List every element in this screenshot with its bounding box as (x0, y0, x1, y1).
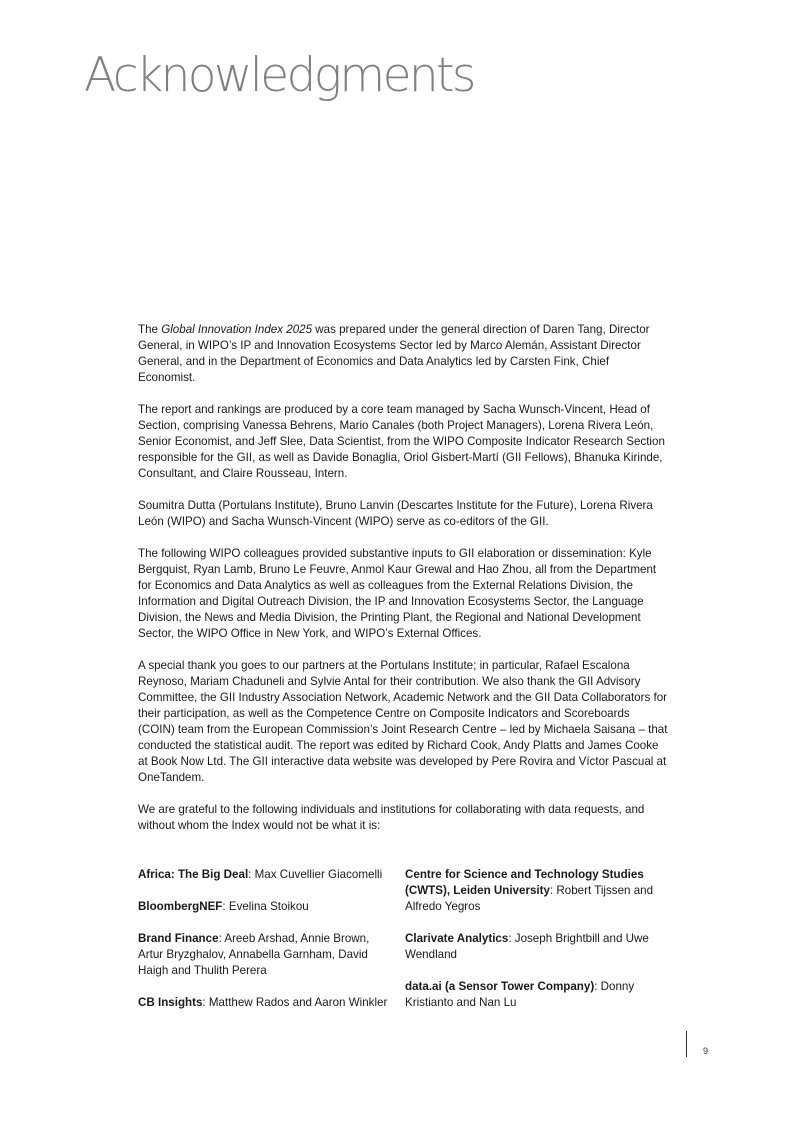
page-title: Acknowledgments (84, 48, 474, 103)
paragraph-co-editors: Soumitra Dutta (Portulans Institute), Bruno Lanvin (Descartes Institute for the Future), Lorena Rivera León (WIPO) and Sacha Wunsch-Vincent (WIPO) serve as co-editors of the GII. (138, 499, 653, 528)
body-text (138, 322, 668, 850)
collaborator-entry (405, 867, 667, 915)
collaborator-names: : Joseph Brightbill and Uwe Wendland (405, 932, 649, 961)
collaborator-names: : Matthew Rados and Aaron Winkler (202, 996, 388, 1009)
collaborator-entry (138, 867, 388, 883)
collaborator-org: data.ai (a Sensor Tower Company) (405, 980, 595, 993)
page-number: 9 (703, 1046, 709, 1056)
collaborator-org: Africa: The Big Deal (138, 868, 249, 881)
paragraph-core-team: The report and rankings are produced by a core team managed by Sacha Wunsch-Vincent, Head of Section, comprising Vanessa Behrens, Mario Canales (both Project Managers), Lorena Rivera León, Senior Economist, and Jeff Slee, Data Scientist, from the WIPO Composite Indicator Research Section responsible for the GII, as well as Davide Bonaglia, Oriol Gisbert-Martí (GII Fellows), Bhanuka Kirinde, Consultant, and Claire Rousseau, Intern. (138, 403, 665, 480)
report-title: Global Innovation Index 2025 (161, 323, 313, 336)
collaborators-left-column (138, 867, 388, 1027)
collaborator-org: Brand Finance (138, 932, 219, 945)
collaborator-names: : Donny Kristianto and Nan Lu (405, 980, 635, 1009)
collaborator-entry (138, 899, 388, 915)
collaborator-entry (138, 995, 388, 1011)
collaborator-entry (405, 931, 667, 963)
paragraph-intro: The Global Innovation Index 2025 was prepared under the general direction of Daren Tang, Director General, in WIPO’s IP and Innovation Ecosystems Sector led by Marco Alemán, Assistant Director General, and in the Department of Economics and Data Analytics led by Carsten Fink, Chief Economist. (138, 323, 650, 384)
collaborator-org: Clarivate Analytics (405, 932, 509, 945)
paragraph-partners: A special thank you goes to our partners at the Portulans Institute; in particular, Rafael Escalona Reynoso, Mariam Chaduneli and Sylvie Antal for their contribution. We also thank the GII Advisory Committee, the GII Industry Association Network, Academic Network and the GII Data Collaborators for their participation, as well as the Competence Centre on Composite Indicators and Scoreboards (COIN) team from the European Commission’s Joint Research Centre – led by Michaela Saisana – that conducted the statistical audit. The report was edited by Richard Cook, Andy Platts and James Cooke at Book Now Ltd. The GII interactive data website was developed by Pere Rovira and Víctor Pascual at OneTandem. (138, 659, 668, 784)
collaborator-names: : Max Cuvellier Giacomelli (248, 868, 383, 881)
collaborator-org: Centre for Science and Technology Studies (CWTS), Leiden University (405, 868, 644, 897)
collaborator-org: CB Insights (138, 996, 203, 1009)
collaborator-org: BloombergNEF (138, 900, 223, 913)
collaborator-names: : Robert Tijssen and Alfredo Yegros (405, 884, 654, 913)
paragraph-data-collaborators: We are grateful to the following individuals and institutions for collaborating with data requests, and without whom the Index would not be what it is: (138, 803, 645, 832)
collaborators-right-column (405, 867, 667, 1027)
page-number-divider (686, 1031, 687, 1057)
collaborator-names: : Evelina Stoikou (222, 900, 309, 913)
collaborator-names: : Areeb Arshad, Annie Brown, Artur Bryzghalov, Annabella Garnham, David Haigh and Thulith Perera (138, 932, 370, 977)
paragraph-wipo-colleagues: The following WIPO colleagues provided substantive inputs to GII elaboration or dissemination: Kyle Bergquist, Ryan Lamb, Bruno Le Feuvre, Anmol Kaur Grewal and Hao Zhou, all from the Department for Economics and Data Analytics as well as colleagues from the External Relations Division, the Information and Digital Outreach Division, the IP and Innovation Ecosystems Sector, the Language Division, the News and Media Division, the Printing Plant, the Regional and National Development Sector, the WIPO Office in New York, and WIPO’s External Offices. (138, 547, 657, 640)
collaborator-entry (138, 931, 388, 979)
collaborator-entry (405, 979, 667, 1011)
